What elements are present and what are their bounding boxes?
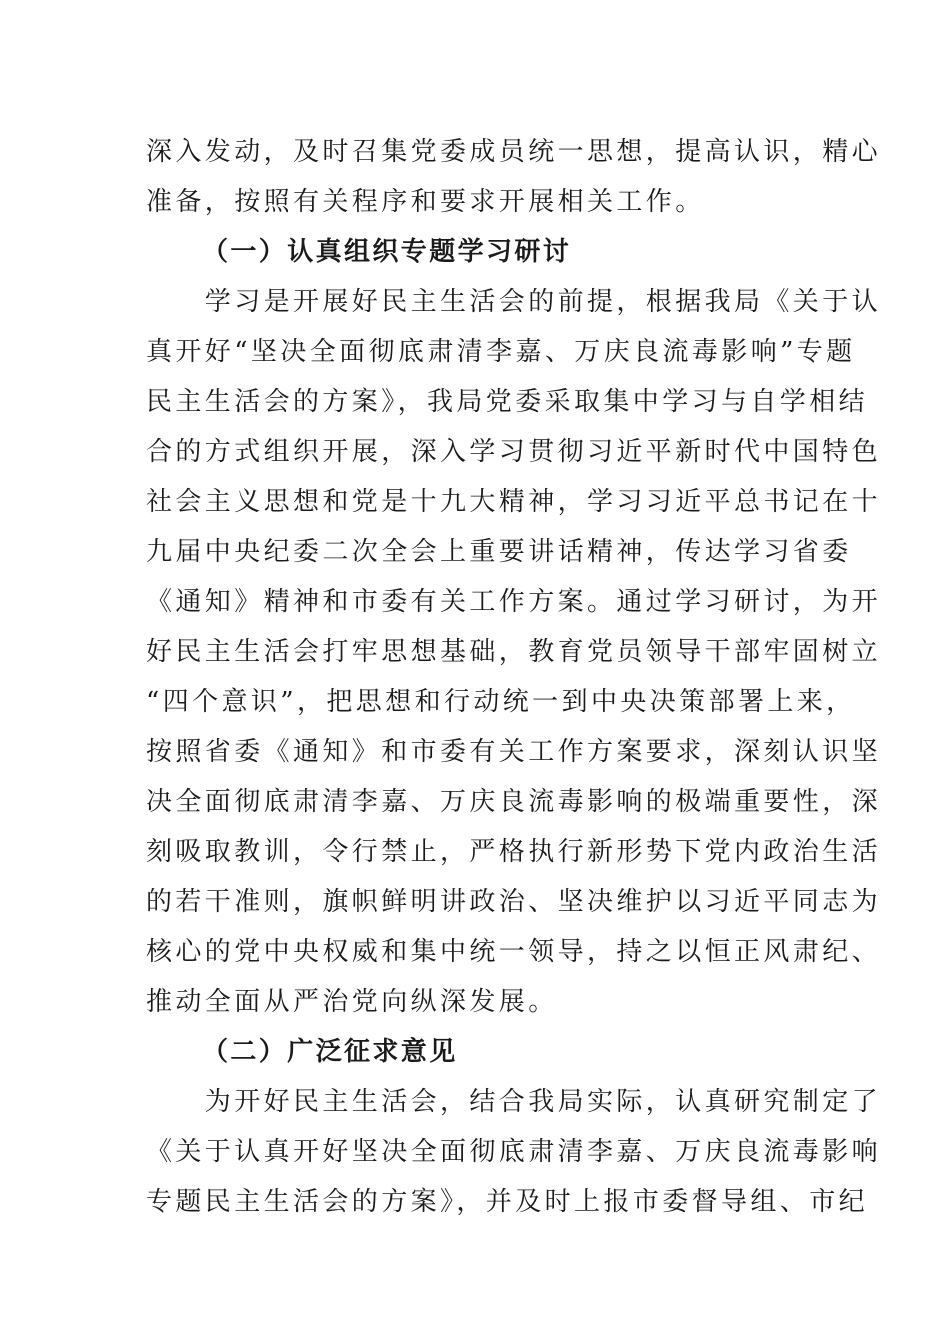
text-line: 社会主义思想和党是十九大精神，学习习近平总书记在十 xyxy=(146,487,882,517)
text-line: 好民主生活会打牢思想基础，教育党员领导干部牢固树立 xyxy=(146,637,882,667)
text-line: 准备，按照有关程序和要求开展相关工作。 xyxy=(146,187,705,217)
section-heading-1: （一）认真组织专题学习研讨 xyxy=(202,237,572,267)
paragraph-continuation xyxy=(146,127,882,227)
text-line: 真开好“坚决全面彻底肃清李嘉、万庆良流毒影响”专题 xyxy=(146,337,856,367)
document-page xyxy=(146,127,882,1227)
text-line: 深入发动，及时召集党委成员统一思想，提高认识，精心 xyxy=(146,137,882,167)
text-line: “四个意识”，把思想和行动统一到中央决策部署上来， xyxy=(146,687,856,717)
text-line: 《通知》精神和市委有关工作方案。通过学习研讨，为开 xyxy=(146,587,882,617)
text-line: 按照省委《通知》和市委有关工作方案要求，深刻认识坚 xyxy=(146,737,882,767)
text-line: 九届中央纪委二次全会上重要讲话精神，传达学习省委 xyxy=(146,537,852,567)
text-line: 《关于认真开好坚决全面彻底肃清李嘉、万庆良流毒影响 xyxy=(146,1137,882,1167)
text-line: 民主生活会的方案》，我局党委采取集中学习与自学相结 xyxy=(146,387,869,417)
section-heading-2: （二）广泛征求意见 xyxy=(202,1037,458,1067)
text-line: 推动全面从严治党向纵深发展。 xyxy=(146,987,558,1017)
text-line: 核心的党中央权威和集中统一领导，持之以恒正风肃纪、 xyxy=(146,937,882,967)
paragraph-study xyxy=(146,277,882,1027)
text-line: 专题民主生活会的方案》，并及时上报市委督导组、市纪 xyxy=(146,1187,869,1217)
text-line: 的若干准则，旗帜鲜明讲政治、坚决维护以习近平同志为 xyxy=(146,887,882,917)
text-line: 刻吸取教训，令行禁止，严格执行新形势下党内政治生活 xyxy=(146,837,882,867)
paragraph-opinions xyxy=(146,1077,882,1227)
text-line: 为开好民主生活会，结合我局实际，认真研究制定了 xyxy=(146,1087,882,1117)
text-line: 决全面彻底肃清李嘉、万庆良流毒影响的极端重要性，深 xyxy=(146,787,882,817)
text-line: 学习是开展好民主生活会的前提，根据我局《关于认 xyxy=(146,287,882,317)
text-line: 合的方式组织开展，深入学习贯彻习近平新时代中国特色 xyxy=(146,437,882,467)
